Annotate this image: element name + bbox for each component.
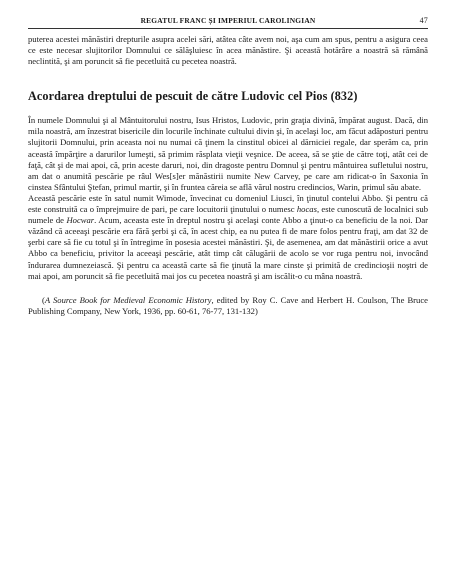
citation-open-paren: ( xyxy=(42,294,45,305)
citation xyxy=(28,295,428,317)
paragraph-2: Această pescărie este în satul numit Wimode, învecinat cu domeniul Liusci, în ţinutul contelui Abbo. Şi pentru că este construită ca o împrejmuire de pari, pe care locuitorii ţinutului o numesc hocas, este cunoscută de localnici sub numele de Hocwar. Acum, aceasta este în dreptul nostru şi acelaşi conte Abbo a ţinut-o ca beneficiu de la noi. Dar văzând că aceeaşi pescărie era fără şerbi şi că, în acest chip, ea nu putea fi de mare folos pentru fraţi, am dat 32 de şerbi care să fie cu totul şi în întregime în posesia acestei mănăstiri. Şi, de asemenea, am dat mănăstirii orice a avut Abbo ca beneficiu, privitor la aceeaşi pescărie, atât timp cât călugării de acolo se vor ruga pentru noi, invocând îndurarea dumnezeiască. Şi pentru ca această carte să fie ţinută la mare cinste şi primită de credincioşii noştri de mai apoi, am poruncit să fie pecetluită mai jos cu pecetea noastră şi am iscălit-o cu mâna noastră. xyxy=(28,192,429,281)
italic-term: hocas xyxy=(296,204,317,215)
citation-rest: , edited by Roy C. Cave and Herbert H. Coulson, The Bruce Publishing Company, New York, 1936, pp. 60-61, 76-77, 131-132) xyxy=(28,294,428,316)
italic-term: Hocwar xyxy=(66,215,95,226)
citation-source-title: A Source Book for Medieval Economic History xyxy=(44,294,212,305)
document-page xyxy=(28,14,428,317)
paragraph-1: În numele Domnului şi al Mântuitorului nostru, Isus Hristos, Ludovic, prin graţia divină, împărat august. Dacă, din mila noastră, am înzestrat bisericile din locurile închinate cultului divin şi, în acelaşi loc, am făcut adăposturi pentru slujitorii Domnului, prin aceasta noi nu numai că ţinem la cinstitul obicei al dărniciei regale, dar sperăm ca, prin această împărţire a darurilor lumeşti, să primim răsplata vieţii veşnice. De aceea, să se ştie de către toţi, atât cei de faţă, cât şi de mai apoi, că, prin aceste daruri, noi, din dragoste pentru Domnul şi pentru mântuirea sufletului nostru, am dat o anumită pescărie pe râul Wes[s]er mănăstirii numite New Carvey, pe care am ridicat-o în Saxonia în cinstea Sfântului Ştefan, primul martir, şi în fruntea căreia se află vărul nostru credincios, Warin, primul său abate. xyxy=(28,115,428,192)
continued-paragraph: puterea acestei mănăstiri drepturile asupra acelei sări, atâtea câte avem noi, aşa cum am spus, pentru a asigura ceea ce este necesar slujitorilor Domnului ce sălăşluiesc în acea mănăstire. Şi această hotărâre a noastră să rămână neclintită, şi am poruncit să fie pecetluită cu pecetea noastră. xyxy=(28,34,428,67)
section-heading: Acordarea dreptului de pescuit de către Ludovic cel Pios (832) xyxy=(28,89,358,104)
running-head xyxy=(28,14,428,29)
page-number: 47 xyxy=(419,16,428,25)
running-head-title: REGATUL FRANC ȘI IMPERIUL CAROLINGIAN xyxy=(140,16,316,25)
